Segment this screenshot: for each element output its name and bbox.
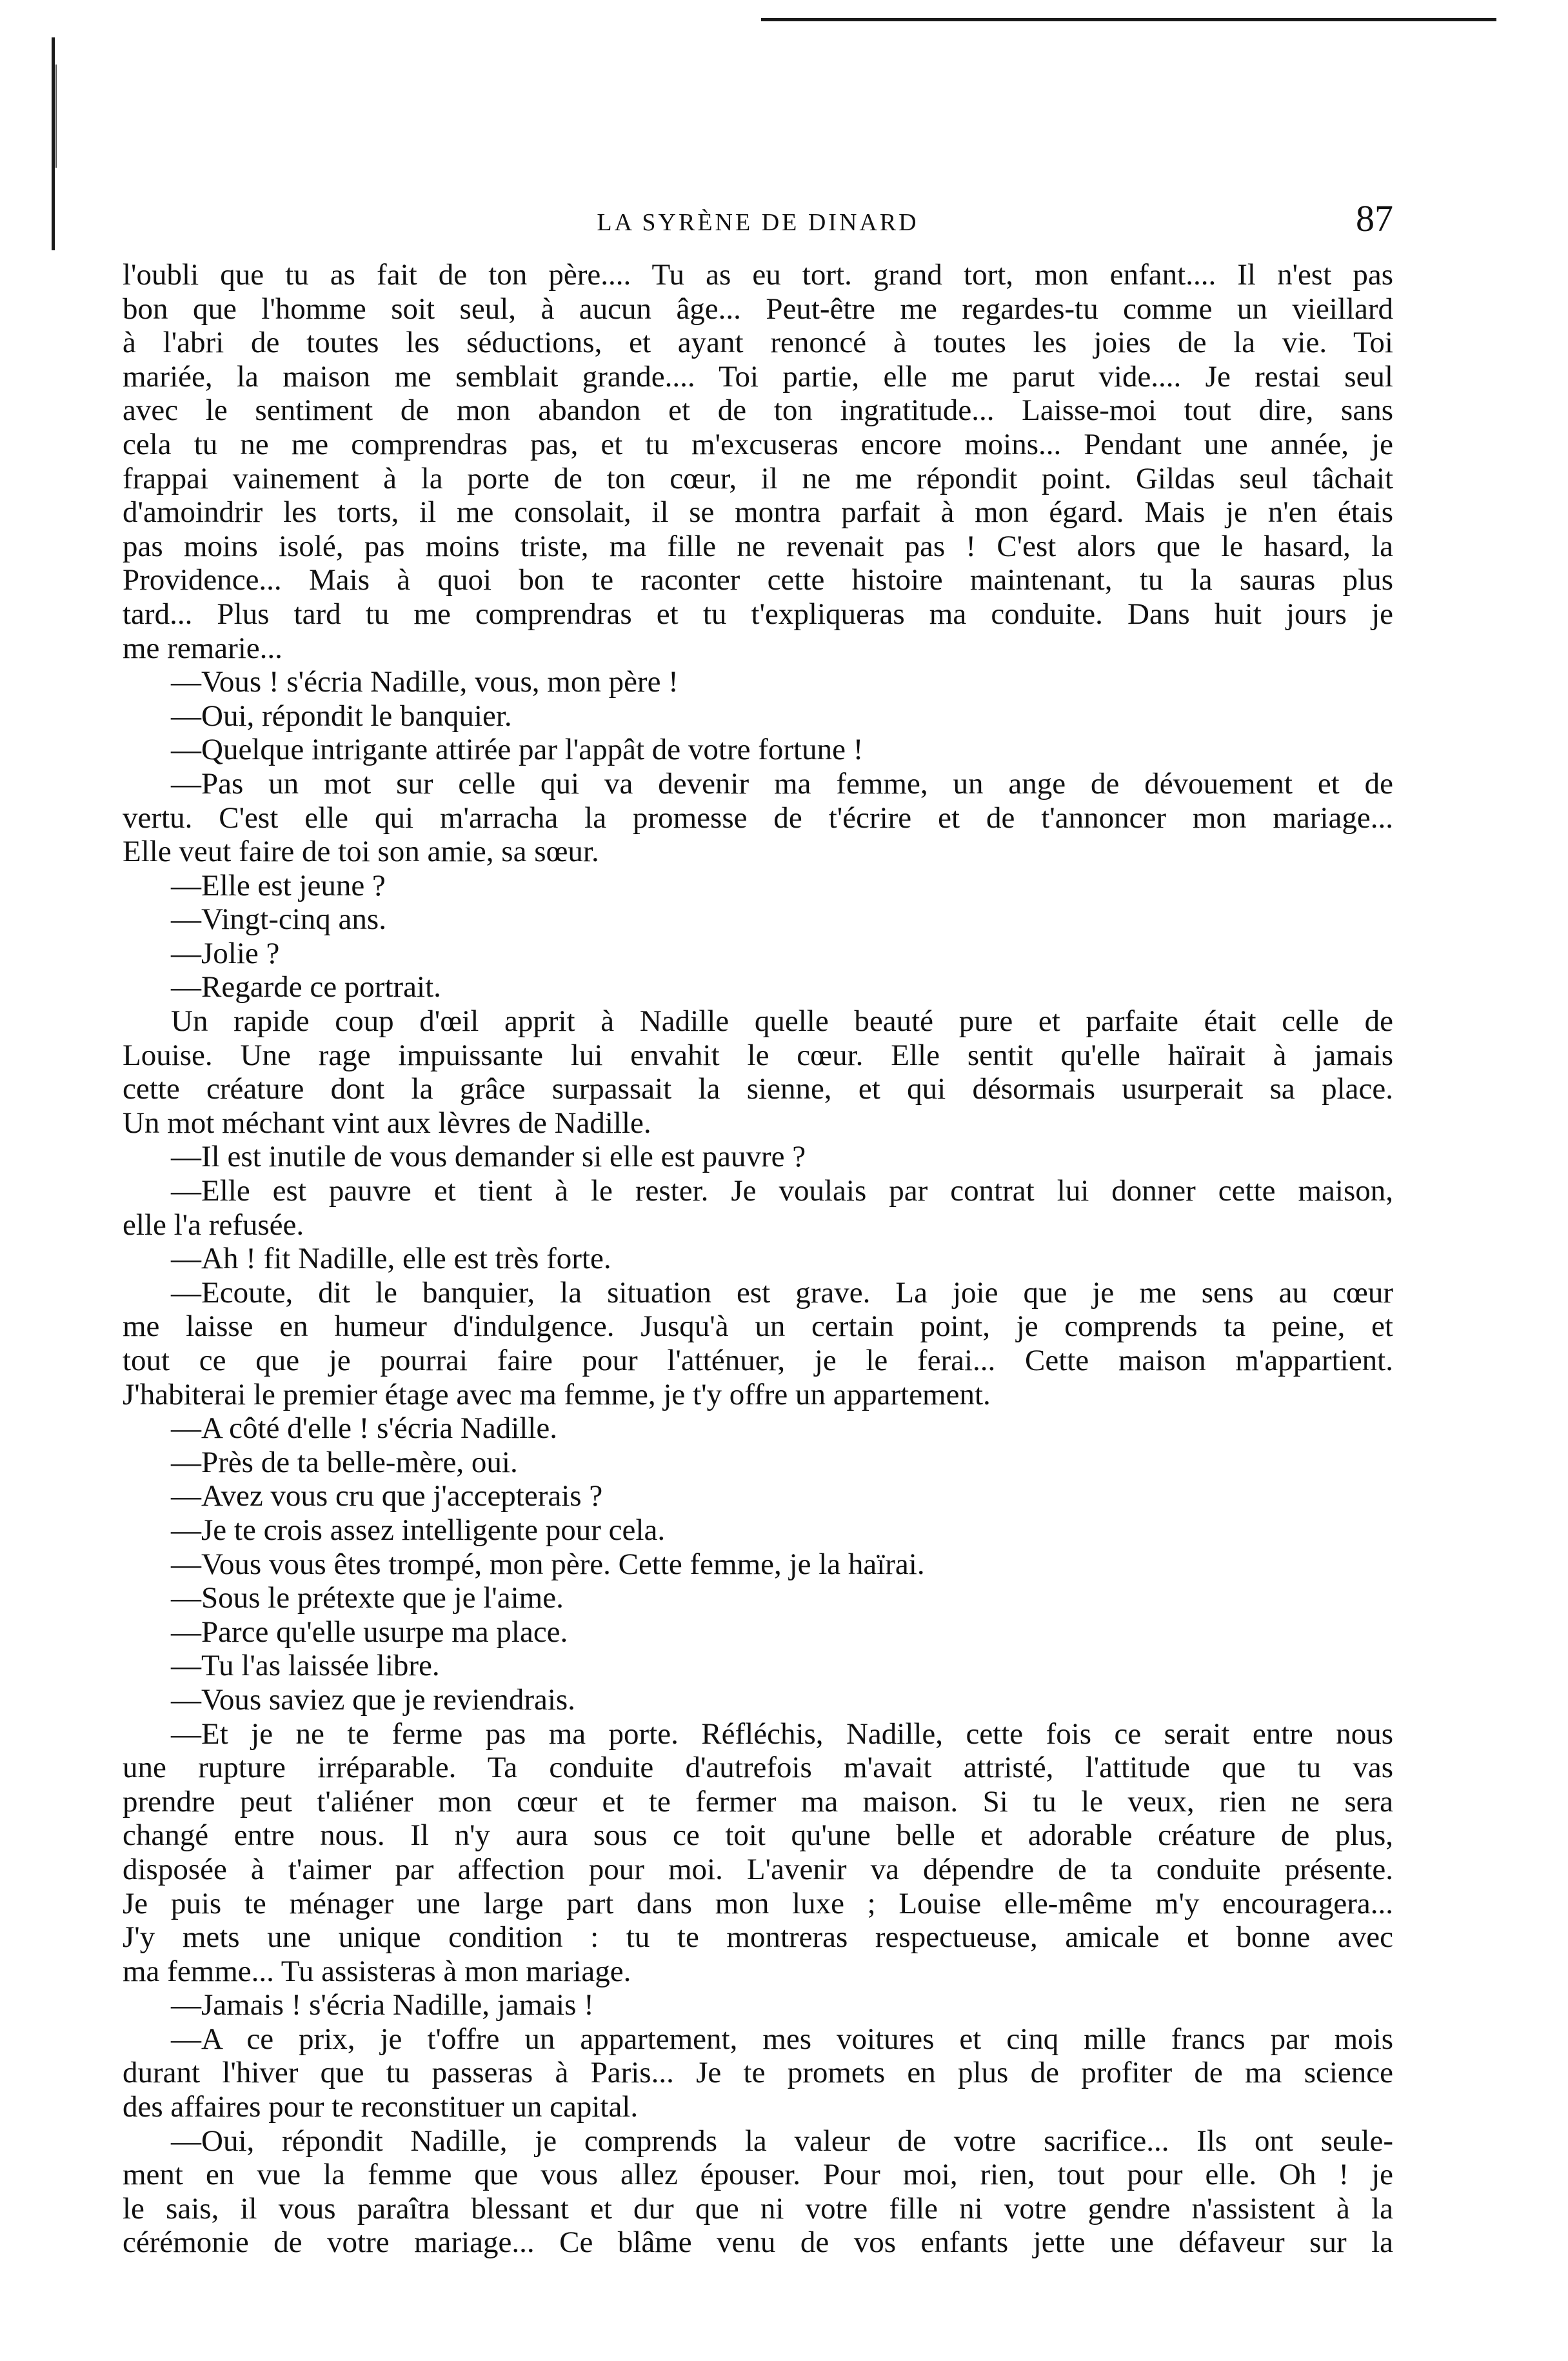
- text-line: —Et je ne te ferme pas ma porte. Réfléchis, Nadille, cette fois ce serait entre nous: [171, 1717, 1393, 1751]
- text-line: elle l'a refusée.: [123, 1208, 304, 1242]
- left-scan-rule: [52, 37, 55, 250]
- text-line: l'oubli que tu as fait de ton père.... Tu as eu tort. grand tort, mon enfant.... Il n'est pas: [123, 258, 1393, 292]
- text-line: —Parce qu'elle usurpe ma place.: [171, 1615, 568, 1649]
- text-line: —Avez vous cru que j'accepterais ?: [171, 1479, 603, 1513]
- text-line: —Je te crois assez intelligente pour cela.: [171, 1513, 666, 1547]
- text-line: —Vous vous êtes trompé, mon père. Cette femme, je la haïrai.: [171, 1547, 925, 1581]
- text-line: pas moins isolé, pas moins triste, ma fille ne revenait pas ! C'est alors que le hasard, la: [123, 529, 1393, 563]
- text-line: prendre peut t'aliéner mon cœur et te fermer ma maison. Si tu le veux, rien ne sera: [123, 1784, 1393, 1818]
- text-line: tard... Plus tard tu me comprendras et tu t'expliqueras ma conduite. Dans huit jours je: [123, 597, 1393, 631]
- text-line: —Jolie ?: [171, 936, 280, 970]
- text-line: —Vous saviez que je reviendrais.: [171, 1682, 575, 1717]
- text-line: —Sous le prétexte que je l'aime.: [171, 1581, 564, 1615]
- text-line: avec le sentiment de mon abandon et de ton ingratitude... Laisse-moi tout dire, sans: [123, 394, 1393, 428]
- text-line: frappai vainement à la porte de ton cœur, il ne me répondit point. Gildas seul tâchait: [123, 461, 1393, 495]
- text-line: disposée à t'aimer par affection pour moi. L'avenir va dépendre de ta conduite présente.: [123, 1852, 1393, 1886]
- text-line: Un rapide coup d'œil apprit à Nadille quelle beauté pure et parfaite était celle de: [171, 1004, 1393, 1039]
- text-line: durant l'hiver que tu passeras à Paris... Je te promets en plus de profiter de ma science: [123, 2056, 1393, 2090]
- page-number: 87: [1356, 197, 1393, 239]
- text-line: J'y mets une unique condition : tu te montreras respectueuse, amicale et bonne avec: [123, 1920, 1393, 1955]
- text-line: me laisse en humeur d'indulgence. Jusqu'à un certain point, je comprends ta peine, et: [123, 1310, 1393, 1344]
- text-line: —Quelque intrigante attirée par l'appât de votre fortune !: [171, 733, 864, 767]
- text-line: tout ce que je pourrai faire pour l'atténuer, je le ferai... Cette maison m'appartient.: [123, 1344, 1393, 1377]
- text-line: —Près de ta belle-mère, oui.: [171, 1445, 518, 1479]
- text-line: Providence... Mais à quoi bon te raconter cette histoire maintenant, tu la sauras plus: [123, 563, 1393, 597]
- text-line: —A côté d'elle ! s'écria Nadille.: [171, 1411, 557, 1446]
- text-line: à l'abri de toutes les séductions, et ayant renoncé à toutes les joies de la vie. Toi: [123, 326, 1393, 360]
- text-line: ma femme... Tu assisteras à mon mariage.: [123, 1954, 631, 1988]
- text-line: bon que l'homme soit seul, à aucun âge... Peut-être me regardes-tu comme un vieillard: [123, 292, 1393, 326]
- text-line: —Il est inutile de vous demander si elle est pauvre ?: [171, 1140, 806, 1174]
- text-line: —Ah ! fit Nadille, elle est très forte.: [171, 1242, 611, 1276]
- text-line: cela tu ne me comprendras pas, et tu m'excuseras encore moins... Pendant une année, je: [123, 427, 1393, 461]
- left-scan-rule-thin: [55, 65, 57, 168]
- text-line: J'habiterai le premier étage avec ma femme, je t'y offre un appartement.: [123, 1377, 991, 1411]
- text-line: vertu. C'est elle qui m'arracha la promesse de t'écrire et de t'annoncer mon mariage...: [123, 801, 1393, 835]
- text-line: —Tu l'as laissée libre.: [171, 1649, 440, 1683]
- text-line: des affaires pour te reconstituer un capital.: [123, 2090, 639, 2124]
- text-line: —Vingt-cinq ans.: [171, 902, 386, 937]
- text-line: me remarie...: [123, 631, 283, 665]
- text-line: ment en vue la femme que vous allez épouser. Pour moi, rien, tout pour elle. Oh ! je: [123, 2158, 1393, 2192]
- page-header: [123, 197, 1393, 248]
- top-scan-rule: [761, 18, 1496, 21]
- text-line: —Oui, répondit le banquier.: [171, 699, 512, 733]
- text-line: Elle veut faire de toi son amie, sa sœur.: [123, 835, 599, 869]
- text-line: —Vous ! s'écria Nadille, vous, mon père !: [171, 665, 679, 699]
- text-line: —Oui, répondit Nadille, je comprends la valeur de votre sacrifice... Ils ont seule-: [171, 2124, 1393, 2158]
- text-line: d'amoindrir les torts, il me consolait, il se montra parfait à mon égard. Mais je n'en étais: [123, 495, 1393, 530]
- running-title: LA SYRÈNE DE DINARD: [597, 209, 919, 236]
- text-line: —Elle est pauvre et tient à le rester. Je voulais par contrat lui donner cette maison,: [171, 1174, 1393, 1208]
- text-line: —Jamais ! s'écria Nadille, jamais !: [171, 1988, 594, 2022]
- text-line: une rupture irréparable. Ta conduite d'autrefois m'avait attristé, l'attitude que tu vas: [123, 1751, 1393, 1785]
- text-line: —A ce prix, je t'offre un appartement, mes voitures et cinq mille francs par mois: [171, 2022, 1393, 2056]
- text-line: Louise. Une rage impuissante lui envahit le cœur. Elle sentit qu'elle haïrait à jamais: [123, 1038, 1393, 1072]
- text-line: —Elle est jeune ?: [171, 868, 386, 902]
- text-line: cette créature dont la grâce surpassait la sienne, et qui désormais usurperait sa place.: [123, 1072, 1393, 1106]
- text-line: Je puis te ménager une large part dans mon luxe ; Louise elle-même m'y encouragera...: [123, 1886, 1393, 1920]
- text-line: —Regarde ce portrait.: [171, 970, 441, 1004]
- text-line: le sais, il vous paraîtra blessant et dur que ni votre fille ni votre gendre n'assistent à la: [123, 2191, 1393, 2226]
- text-line: —Pas un mot sur celle qui va devenir ma femme, un ange de dévouement et de: [171, 766, 1393, 801]
- text-line: changé entre nous. Il n'y aura sous ce toit qu'une belle et adorable créature de plus,: [123, 1818, 1393, 1853]
- text-line: mariée, la maison me semblait grande.... Toi partie, elle me parut vide.... Je restai seul: [123, 359, 1393, 394]
- body-text: [123, 258, 1393, 2260]
- text-line: Un mot méchant vint aux lèvres de Nadille.: [123, 1106, 651, 1140]
- text-line: cérémonie de votre mariage... Ce blâme venu de vos enfants jette une défaveur sur la: [123, 2226, 1393, 2260]
- text-line: —Ecoute, dit le banquier, la situation est grave. La joie que je me sens au cœur: [171, 1275, 1393, 1310]
